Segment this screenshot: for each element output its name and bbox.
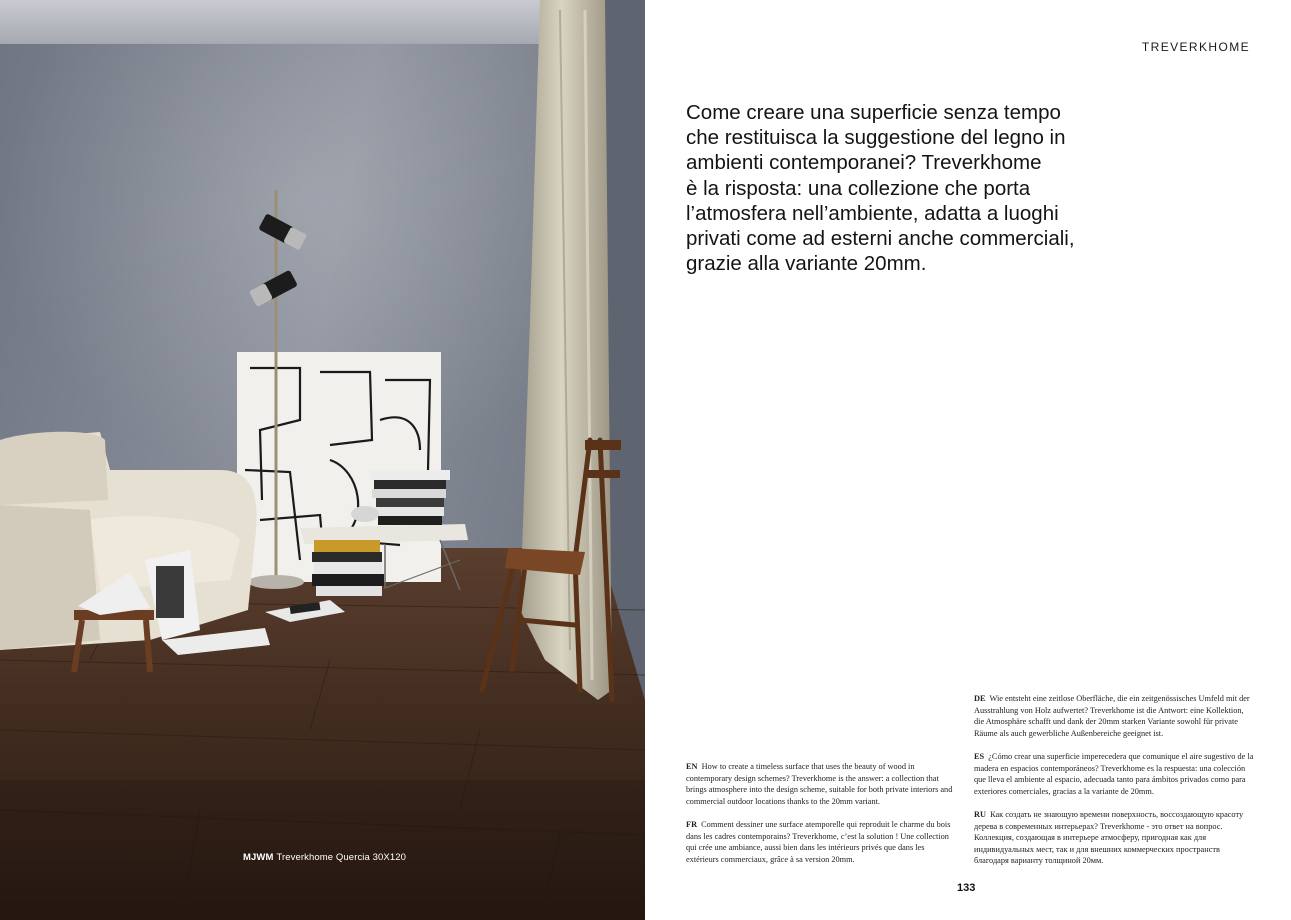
translation-text-de: Wie entsteht eine zeitlose Oberfläche, die ein zeitgenössisches Umfeld mit der Ausstrahlung von Holz aufwertet? Treverkhome ist die Antwort: eine Kollektion, die Atmosphäre schafft und dank der 20mm starken Variante sowohl für private Räume als auch gewerbliche Außenbereiche geeignet ist. (974, 694, 1250, 738)
caption-code: MJWM (243, 852, 274, 863)
translation-text-es: ¿Cómo crear una superficie imperecedera que comunique el aire sugestivo de la madera en espacios contemporáneos? Treverkhome es la respuesta: una colección que lleva el ambiente al espacio, adecuada tanto para ámbitos privados como para exteriores comerciales, gracias a la variante de 20mm. (974, 752, 1254, 796)
interior-photo (0, 0, 645, 920)
translations-right-column (974, 693, 1254, 879)
language-code-es: ES (974, 752, 985, 761)
language-code-de: DE (974, 694, 986, 703)
translation-ru (974, 809, 1254, 867)
translation-text-ru: Как создать не знающую времени поверхность, воссоздающую красоту дерева в современных интерьерах? Treverkhome - это ответ на вопрос. Коллекция, создающая в интерьере атмосферу, пригодная как для индивидуальных мест, так и для внешних коммерческих пространств благодаря варианту толщиной 20мм. (974, 810, 1244, 865)
language-code-fr: FR (686, 820, 698, 829)
headline-line: è la risposta: una collezione che porta (686, 176, 1031, 200)
headline-line: privati come ad esterni anche commerciali, (686, 227, 1075, 251)
headline-line: l’atmosfera nell’ambiente, adatta a luoghi (686, 201, 1059, 225)
headline-line: Come creare una superficie senza tempo (686, 101, 1061, 124)
headline-line: che restituisca la suggestione del legno in (686, 126, 1066, 150)
headline (686, 100, 1156, 276)
language-code-en: EN (686, 762, 698, 771)
translation-text-fr: Comment dessiner une surface atemporelle qui reproduit le charme du bois dans les cadres contemporains? Treverkhome, c’est la solution ! Une collection qui crée une ambiance, aussi bien dans les intérieurs privés que dans les extérieurs commerciaux, grâce à sa version 20mm. (686, 820, 951, 864)
translation-es (974, 751, 1254, 797)
translation-en (686, 761, 956, 807)
interior-scene-illustration (0, 0, 645, 920)
translation-text-en: How to create a timeless surface that uses the beauty of wood in contemporary design schemes? Treverkhome is the answer: a collection that brings atmosphere into the design scheme, suitable for both private interiors and commercial outdoor locations thanks to the 20mm variant. (686, 762, 953, 806)
translation-de (974, 693, 1254, 739)
translation-fr (686, 819, 956, 865)
translations-left-column (686, 761, 956, 877)
headline-line: ambienti contemporanei? Treverkhome (686, 151, 1042, 175)
caption-text: Treverkhome Quercia 30X120 (276, 852, 406, 863)
language-code-ru: RU (974, 810, 986, 819)
page-number: 133 (957, 882, 976, 894)
headline-line: grazie alla variante 20mm. (686, 252, 927, 276)
brand-title: TREVERKHOME (1141, 40, 1250, 54)
photo-caption (243, 852, 406, 863)
